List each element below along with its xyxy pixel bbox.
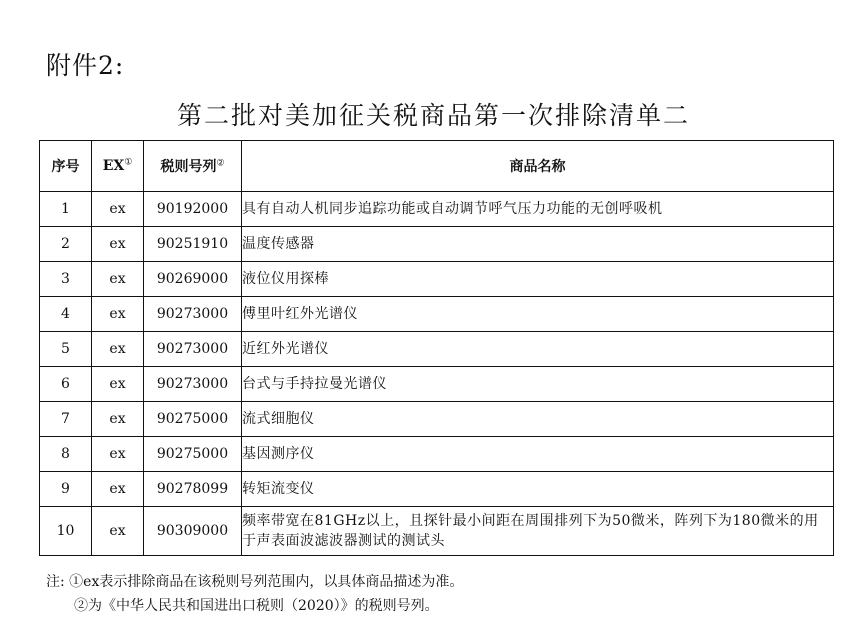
header-index-label: 序号 [51, 159, 80, 175]
row-index-cell: 1 [40, 192, 92, 227]
note-line-1: 注: ①ex表示排除商品在该税则号列范围内，以具体商品描述为准。 [46, 574, 464, 590]
row-tariff-code-cell: 90251910 [144, 227, 242, 262]
row-product-name-cell: 转矩流变仪 [242, 472, 834, 507]
table-header-row [40, 141, 834, 192]
row-ex-cell: ex [92, 262, 144, 297]
header-ex [92, 141, 144, 192]
row-index-cell: 7 [40, 402, 92, 437]
table-row [40, 437, 834, 472]
row-ex-cell: ex [92, 402, 144, 437]
row-tariff-code-cell: 90269000 [144, 262, 242, 297]
header-tariff-code-label: 税则号列 [160, 159, 217, 175]
row-tariff-code-cell: 90273000 [144, 332, 242, 367]
row-tariff-code-cell: 90192000 [144, 192, 242, 227]
header-tariff-code [144, 141, 242, 192]
note-line-2: ②为《中华人民共和国进出口税则（2020）》的税则号列。 [74, 598, 439, 614]
row-index-cell: 9 [40, 472, 92, 507]
exclusion-table [39, 140, 834, 556]
row-ex-cell: ex [92, 367, 144, 402]
header-product-name-label: 商品名称 [509, 159, 566, 175]
row-tariff-code-cell: 90273000 [144, 297, 242, 332]
row-tariff-code-cell: 90273000 [144, 367, 242, 402]
row-index-cell: 10 [40, 507, 92, 556]
row-ex-cell: ex [92, 507, 144, 556]
notes [46, 570, 463, 618]
row-product-name-cell: 温度传感器 [242, 227, 834, 262]
row-ex-cell: ex [92, 227, 144, 262]
header-product-name [242, 141, 834, 192]
row-ex-cell: ex [92, 332, 144, 367]
table-row [40, 192, 834, 227]
attachment-label: 附件2: [46, 51, 125, 80]
table-body [40, 192, 834, 556]
header-code-footnote-mark: ② [216, 158, 225, 169]
row-index-cell: 4 [40, 297, 92, 332]
row-tariff-code-cell: 90309000 [144, 507, 242, 556]
row-product-name-cell: 台式与手持拉曼光谱仪 [242, 367, 834, 402]
row-tariff-code-cell: 90275000 [144, 402, 242, 437]
row-index-cell: 8 [40, 437, 92, 472]
row-product-name-cell: 液位仪用探棒 [242, 262, 834, 297]
row-ex-cell: ex [92, 297, 144, 332]
row-tariff-code-cell: 90275000 [144, 437, 242, 472]
row-product-name-cell: 基因测序仪 [242, 437, 834, 472]
row-product-name-cell: 近红外光谱仪 [242, 332, 834, 367]
table-row [40, 507, 834, 556]
table-row [40, 297, 834, 332]
row-ex-cell: ex [92, 472, 144, 507]
header-ex-label: EX [102, 158, 125, 174]
row-product-name-cell: 流式细胞仪 [242, 402, 834, 437]
header-index [40, 141, 92, 192]
row-index-cell: 2 [40, 227, 92, 262]
table-row [40, 367, 834, 402]
row-product-name-cell: 具有自动人机同步追踪功能或自动调节呼气压力功能的无创呼吸机 [242, 192, 834, 227]
row-ex-cell: ex [92, 192, 144, 227]
table-row [40, 262, 834, 297]
table-row [40, 402, 834, 437]
document-title: 第二批对美加征关税商品第一次排除清单二 [176, 101, 690, 130]
row-tariff-code-cell: 90278099 [144, 472, 242, 507]
row-product-name-cell: 频率带宽在81GHz以上，且探针最小间距在周围排列下为50微米，阵列下为180微米的用于声表面波滤波器测试的测试头 [242, 507, 834, 556]
table-row [40, 332, 834, 367]
table-row [40, 227, 834, 262]
row-product-name-cell: 傅里叶红外光谱仪 [242, 297, 834, 332]
row-index-cell: 3 [40, 262, 92, 297]
table-row [40, 472, 834, 507]
row-index-cell: 5 [40, 332, 92, 367]
header-ex-footnote-mark: ① [124, 157, 133, 168]
row-ex-cell: ex [92, 437, 144, 472]
row-index-cell: 6 [40, 367, 92, 402]
